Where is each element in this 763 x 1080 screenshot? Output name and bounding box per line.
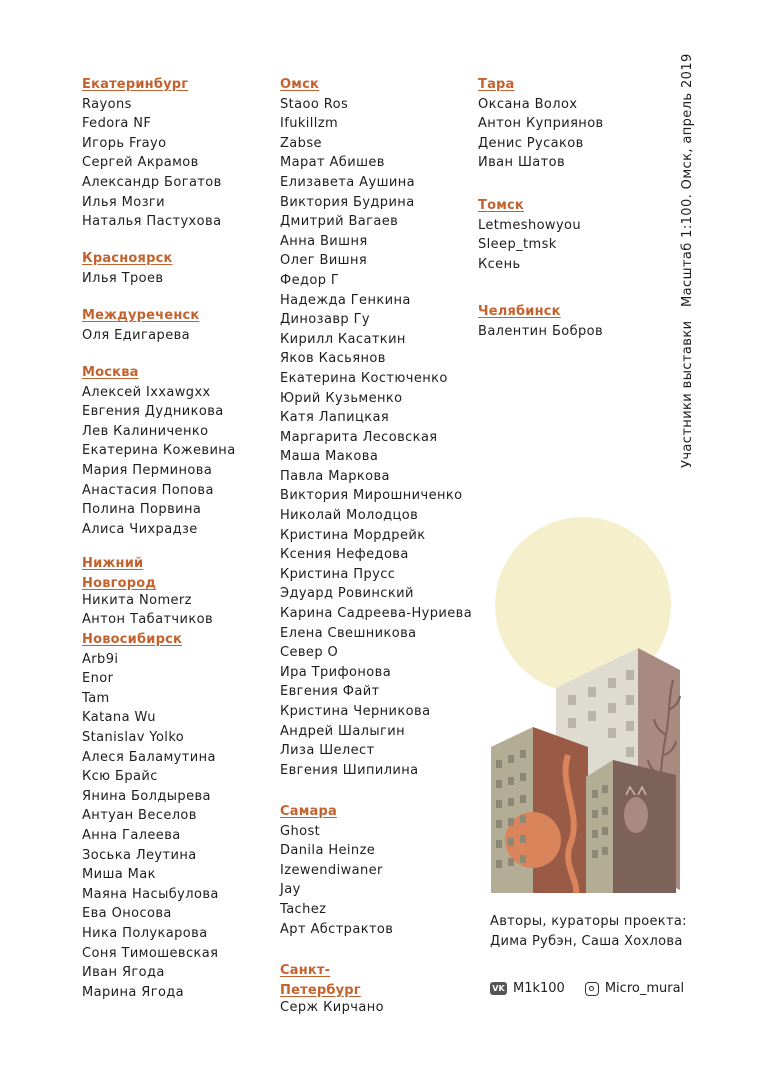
- participant-name: Ева Оносова: [82, 906, 172, 922]
- city-group-krasnoyarsk: [82, 247, 173, 288]
- participant-name: Катя Лапицкая: [280, 410, 390, 426]
- participant-name: Серж Кирчано: [280, 999, 385, 1015]
- authors-label: Авторы, кураторы проекта:: [490, 914, 687, 929]
- participant-name: Денис Русаков: [478, 135, 584, 151]
- participant-name: Арт Абстрактов: [280, 921, 394, 937]
- participant-name: Зоська Леутина: [82, 847, 197, 863]
- participant-name: Александр Богатов: [82, 174, 222, 190]
- participant-name: Никита Nomerz: [82, 592, 192, 608]
- participant-name: Соня Тимошевская: [82, 945, 219, 961]
- participant-name: Алексей Ixxawgxx: [82, 384, 211, 400]
- city-group-mezhdurechensk: [82, 304, 199, 345]
- participant-name: Маргарита Лесовская: [280, 429, 438, 445]
- authors-names: Дима Рубэн, Саша Хохлова: [490, 934, 683, 949]
- instagram-icon: [585, 982, 599, 996]
- participant-name: Сергей Акрамов: [82, 155, 199, 171]
- building-front-gray: [586, 760, 613, 893]
- city-heading: Томск: [478, 198, 524, 213]
- participant-name: Katana Wu: [82, 710, 156, 726]
- city-group-ekaterinburg: [82, 73, 222, 232]
- participant-name: Дмитрий Вагаев: [280, 214, 399, 230]
- participant-name: Stanislav Yolko: [82, 729, 185, 745]
- side-caption-text: Участники выставки Масштаб 1:100. Омск, апрель 2019: [680, 53, 695, 468]
- participant-name: Алеся Баламутина: [82, 749, 216, 765]
- building-rust: [533, 727, 588, 893]
- participant-name: Оля Едигарева: [82, 327, 191, 343]
- participant-name: Enor: [82, 671, 114, 687]
- participant-name: Анна Галеева: [82, 827, 181, 843]
- participant-name: Олег Вишня: [280, 253, 368, 269]
- city-group-nizhny-novgorod: [82, 554, 213, 630]
- participant-name: Ifukillzm: [280, 116, 339, 132]
- participant-name: Ксень: [478, 256, 521, 272]
- participant-name: Кристина Мордрейк: [280, 527, 426, 543]
- participant-name: Федор Г: [280, 272, 340, 288]
- participant-name: Миша Мак: [82, 867, 156, 883]
- participant-name: Яков Касьянов: [280, 351, 386, 367]
- participant-name: Letmeshowyou: [478, 217, 582, 233]
- participant-name: Ира Трифонова: [280, 664, 392, 680]
- city-heading: Междуреченск: [82, 308, 200, 323]
- participant-name: Анастасия Попова: [82, 482, 214, 498]
- city-group-moskva: [82, 361, 236, 539]
- participant-name: Евгения Шипилина: [280, 762, 419, 778]
- social-links: [490, 981, 684, 996]
- city-heading: Самара: [280, 804, 337, 819]
- participant-name: Zabse: [280, 135, 322, 151]
- participant-name: Tachez: [280, 901, 327, 917]
- instagram-handle[interactable]: Micro_mural: [604, 981, 685, 996]
- side-caption: [673, 53, 703, 468]
- participant-name: Rayons: [82, 96, 132, 112]
- city-heading: Санкт-Петербург: [280, 963, 361, 998]
- city-heading: Екатеринбург: [82, 77, 189, 92]
- participant-name: Антуан Веселов: [82, 808, 197, 824]
- participant-name: Оксана Волох: [478, 96, 578, 112]
- city-group-tomsk: [478, 194, 581, 274]
- city-heading: Челябинск: [478, 304, 561, 319]
- participant-name: Полина Порвина: [82, 502, 202, 518]
- participant-name: Маша Макова: [280, 449, 379, 465]
- participant-name: Николай Молодцов: [280, 508, 419, 524]
- participant-name: Иван Ягода: [82, 965, 165, 981]
- city-heading: Новосибирск: [82, 632, 183, 647]
- buildings-illustration-svg: [488, 515, 688, 895]
- participant-name: Иван Шатов: [478, 155, 566, 171]
- participant-name: Марина Ягода: [82, 984, 185, 1000]
- participant-name: Виктория Мирошниченко: [280, 488, 463, 504]
- participant-name: Илья Мозги: [82, 194, 166, 210]
- participant-name: Алиса Чихрадзе: [82, 521, 198, 537]
- participant-name: Маяна Насыбулова: [82, 886, 219, 902]
- city-heading: Нижний Новгород: [82, 556, 157, 591]
- participant-name: Izewendiwaner: [280, 862, 383, 878]
- city-heading: Тара: [478, 77, 515, 92]
- city-group-chelyabinsk: [478, 300, 603, 341]
- participant-name: Евгения Файт: [280, 684, 380, 700]
- participant-name: Кристина Черникова: [280, 704, 431, 719]
- participant-name: Staoo Ros: [280, 96, 349, 112]
- city-group-omsk: [280, 73, 472, 780]
- participant-name: Danila Heinze: [280, 843, 376, 859]
- participant-name: Екатерина Костюченко: [280, 370, 448, 386]
- participant-name: Анна Вишня: [280, 233, 368, 249]
- participant-name: Юрий Кузьменко: [280, 390, 403, 406]
- city-group-novosibirsk: [82, 628, 219, 1002]
- participant-name: Ghost: [280, 823, 321, 839]
- participant-name: Ксения Нефедова: [280, 547, 409, 563]
- participant-name: Fedora NF: [82, 116, 152, 132]
- participant-name: Наталья Пастухова: [82, 214, 222, 230]
- participant-name: Jay: [280, 882, 301, 898]
- vk-handle[interactable]: M1k100: [513, 981, 565, 996]
- participant-name: Антон Куприянов: [478, 116, 604, 132]
- city-heading: Омск: [280, 77, 320, 92]
- participant-name: Надежда Генкина: [280, 292, 411, 308]
- city-heading: Красноярск: [82, 251, 173, 266]
- participant-name: Антон Табатчиков: [82, 612, 214, 628]
- participant-name: Павла Маркова: [280, 468, 390, 484]
- participant-name: Илья Троев: [82, 270, 164, 286]
- participant-name: Север О: [280, 645, 339, 661]
- participant-name: Sleep_tmsk: [478, 237, 557, 253]
- participant-name: Елена Свешникова: [280, 625, 417, 641]
- participant-name: Екатерина Кожевина: [82, 443, 236, 459]
- participant-name: Евгения Дудникова: [82, 404, 224, 420]
- participant-name: Ксю Брайс: [82, 769, 158, 785]
- participant-name: Tam: [82, 690, 110, 706]
- participant-name: Лев Калиниченко: [82, 423, 209, 439]
- participant-name: Елизавета Аушина: [280, 174, 415, 190]
- participant-name: Эдуард Ровинский: [280, 586, 414, 602]
- city-group-tara: [478, 73, 604, 173]
- city-group-saint-petersburg: [280, 961, 384, 1017]
- participant-name: Марат Абишев: [280, 155, 385, 171]
- vk-icon: VK: [490, 982, 507, 995]
- buildings-illustration: [488, 515, 688, 895]
- city-heading: Москва: [82, 365, 139, 380]
- participant-name: Динозавр Гу: [280, 312, 371, 328]
- participant-name: Игорь Frayo: [82, 135, 167, 151]
- participant-name: Виктория Будрина: [280, 194, 415, 210]
- participant-name: Кристина Прусс: [280, 566, 396, 582]
- city-group-samara: [280, 800, 393, 939]
- participant-name: Андрей Шалыгин: [280, 723, 406, 739]
- participant-name: Лиза Шелест: [280, 743, 375, 759]
- building-gray: [491, 727, 533, 893]
- authors-block: [490, 912, 687, 952]
- participant-name: Кирилл Касаткин: [280, 331, 406, 347]
- participant-name: Мария Перминова: [82, 462, 213, 478]
- participant-name: Карина Садреева-Нуриева: [280, 606, 473, 622]
- participant-name: Ника Полукарова: [82, 925, 208, 941]
- participant-name: Arb9i: [82, 651, 119, 667]
- participant-name: Янина Болдырева: [82, 788, 211, 804]
- participant-name: Валентин Бобров: [478, 323, 604, 339]
